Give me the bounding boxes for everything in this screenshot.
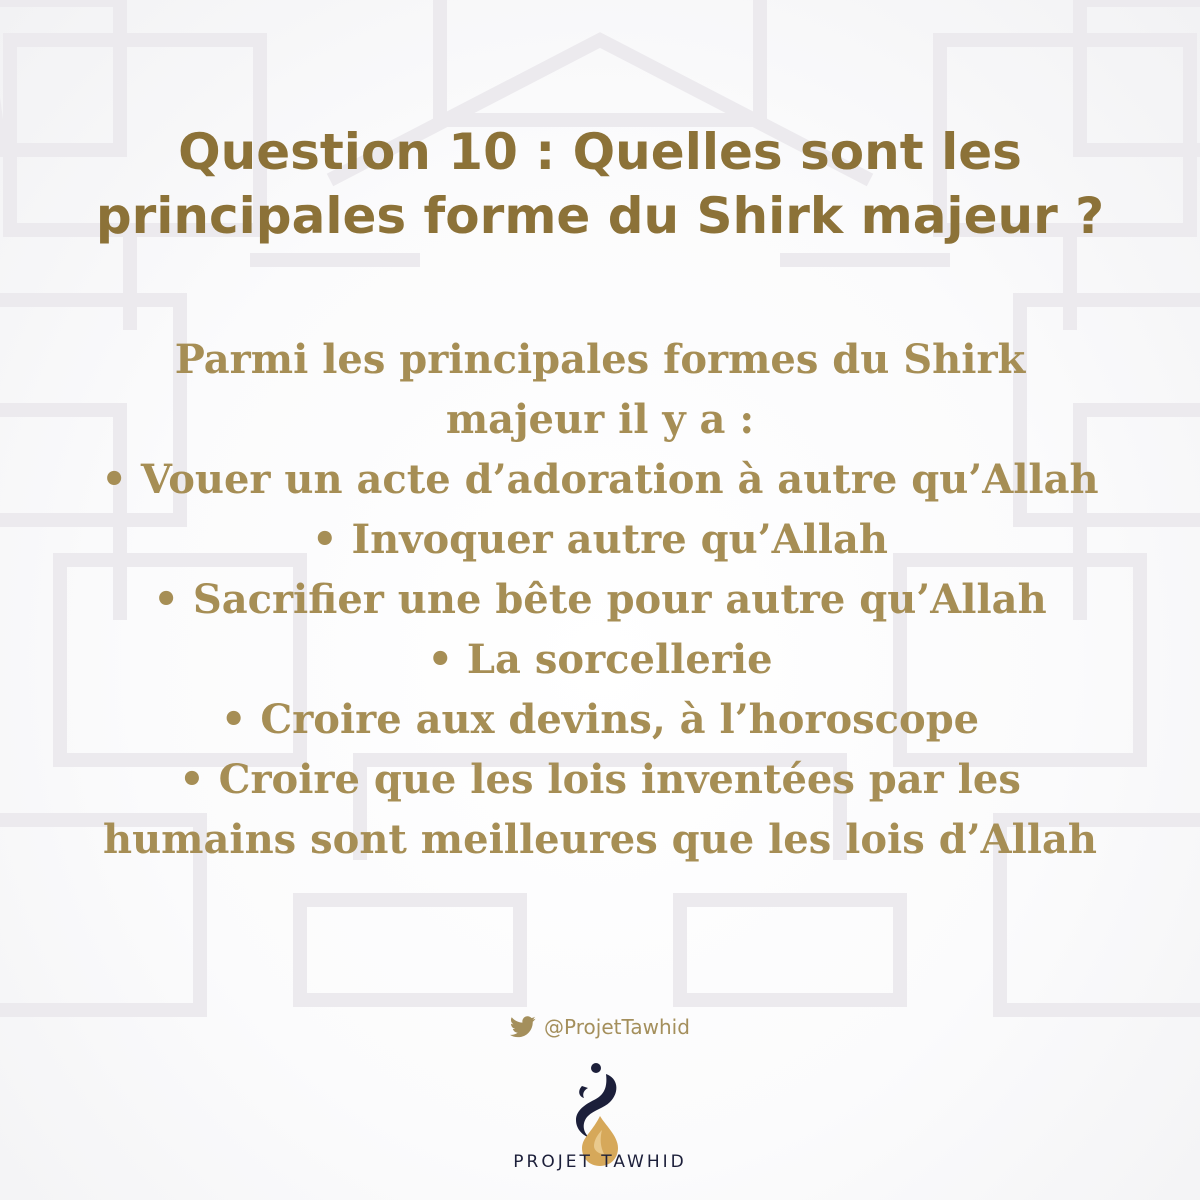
brand-name: PROJET TAWHID [513,1152,687,1172]
answer-line: humains sont meilleures que les lois d’Allah [102,816,1098,863]
title-line-1: Question 10 : Quelles sont les [178,123,1022,181]
answer-text [40,330,1160,870]
social-handle [0,1012,1200,1042]
twitter-handle: @ProjetTawhid [544,1015,690,1039]
twitter-bird-icon [510,1016,536,1038]
answer-bullet: • Sacrifier une bête pour autre qu’Allah [153,576,1047,623]
answer-bullet: • Invoquer autre qu’Allah [311,516,889,563]
question-title [60,120,1140,248]
answer-line: Parmi les principales formes du Shirk [174,336,1026,383]
answer-bullet: • Croire que les lois inventées par les [179,756,1021,803]
title-line-2: principales forme du Shirk majeur ? [95,187,1105,245]
answer-bullet: • La sorcellerie [427,636,773,683]
answer-bullet: • Vouer un acte d’adoration à autre qu’Allah [101,456,1099,503]
answer-bullet: • Croire aux devins, à l’horoscope [220,696,980,743]
answer-line: majeur il y a : [445,396,755,443]
